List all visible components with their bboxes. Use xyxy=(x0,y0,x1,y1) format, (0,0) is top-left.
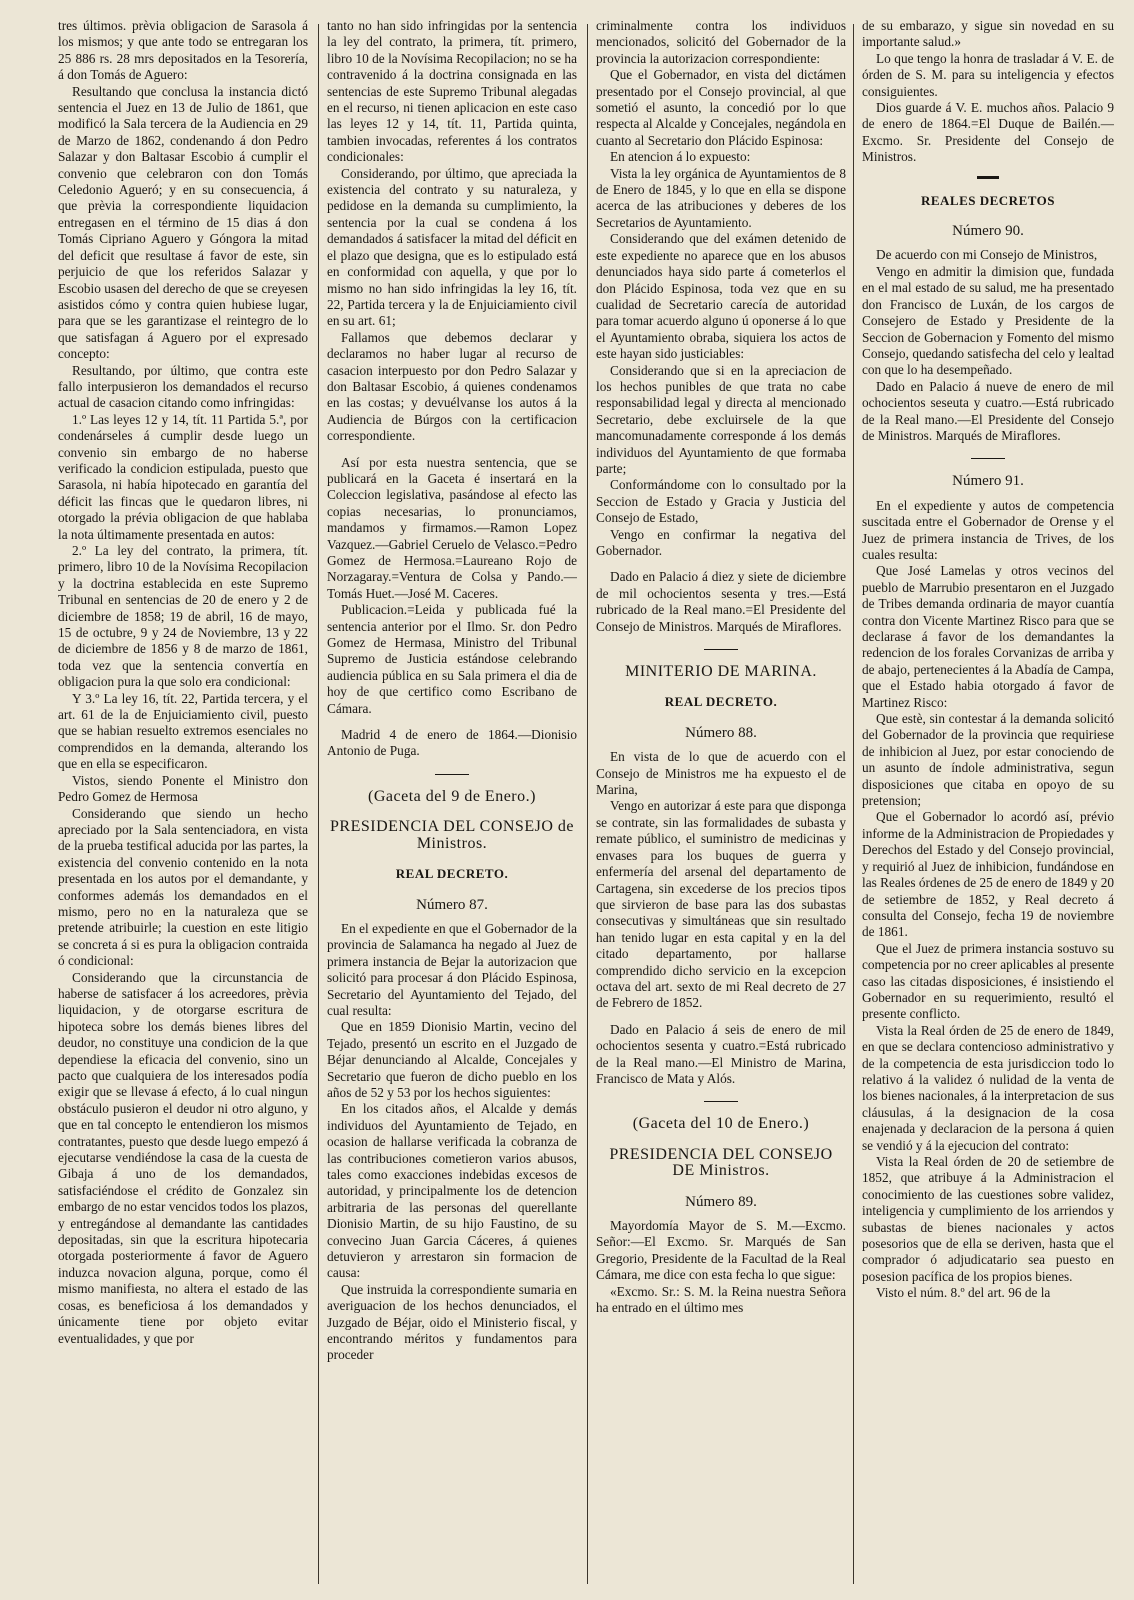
section-heading: Número 87. xyxy=(416,896,488,913)
column-rule xyxy=(587,24,588,1584)
paragraph: Vista la ley orgánica de Ayuntamientos de 8 de Enero de 1845, y lo que en ella se dispone acerca de las atribuciones y deberes de los Secretarios de Ayuntamiento. xyxy=(596,165,846,230)
paragraph: En atencion á lo expuesto: xyxy=(610,149,751,165)
paragraph: Mayordomía Mayor de S. M.—Excmo. Señor:—El Excmo. Sr. Marqués de San Gregorio, Presidente de la Facultad de la Real Cámara, me dice con esta fecha lo que sigue: xyxy=(596,1218,846,1283)
section-heading: REALES DECRETOS xyxy=(920,192,1056,208)
paragraph: tres últimos. prèvia obligacion de Sarasola á los mismos; y que ante todo se entregaran los 25 886 rs. 28 mrs depositados en la Tesorería, á don Tomás de Aguero: xyxy=(58,18,308,83)
spacer xyxy=(327,717,577,727)
paragraph: de su embarazo, y sigue sin novedad en su importante salud.» xyxy=(862,18,1114,50)
paragraph: Considerando, por último, que apreciada la existencia del contrato y su naturaleza, y pedidose en la demanda su cumplimiento, la sentencia por la cual se condena á los demandados á satisfacer la mitad del déficit en el plazo que designa, que es lo estipulado está en conformidad con aquella, y que por lo mismo no han sido infringidas la ley 16, tít. 22, Partida tercera y la de Enjuiciamiento civil en su art. 61; xyxy=(327,165,577,329)
paragraph: Así por esta nuestra sentencia, que se publicará en la Gaceta é insertará en la Coleccion legislativa, pasándose al efecto las copias necesarias, lo pronunciamos, mandamos y firmamos.—Ramon Lopez Vazquez.—Gabriel Ceruelo de Velasco.=Pedro Gomez de Hermosa.=Laureano Rojo de Norzagaray.=Ventura de Colsa y Pando.—Tomás Huet.—José M. Caceres. xyxy=(327,454,577,601)
section-heading: PRESIDENCIA DEL CONSEJO de Ministros. xyxy=(330,818,574,852)
paragraph: Lo que tengo la honra de trasladar á V. E. de órden de S. M. para su inteligencia y efectos consiguientes. xyxy=(862,50,1114,99)
section-heading: MINITERIO DE MARINA. xyxy=(625,663,817,681)
section-divider xyxy=(704,1101,738,1102)
paragraph: Que instruida la correspondiente sumaria en averiguacion de los hechos denunciados, el Juzgado de Béjar, oido el Ministerio fiscal, y encontrando méritos y fundamentos para proceder xyxy=(327,1281,577,1363)
paragraph: 2.º La ley del contrato, la primera, tít. primero, libro 10 de la Novísima Recopilacion y la doctrina establecida en este Supremo Tribunal en sentencias de 20 de enero y 2 de diciembre de 1858; 19 de abril, 16 de mayo, 15 de octubre, 9 y 24 de Noviembre, 13 y 22 de diciembre de 1856 y 8 de marzo de 1861, toda vez que la sentencia convertía en obligacion pura la que solo era condicional: xyxy=(58,543,308,690)
column-rule xyxy=(318,24,319,1584)
paragraph: Fallamos que debemos declarar y declaramos no haber lugar al recurso de casacion interpuesto por don Pedro Salazar y don Baltasar Escobio, á quienes condenamos en las costas; y devuélvanse los autos á la Audiencia de Búrgos con la certificacion correspondiente. xyxy=(327,329,577,444)
section-heading: Número 90. xyxy=(952,223,1024,240)
text-column-3 xyxy=(596,18,846,1593)
section-heading: (Gaceta del 10 de Enero.) xyxy=(632,1115,810,1133)
paragraph: Que el Gobernador lo acordó así, prévio informe de la Administracion de Propiedades y Derechos del Estado y del Consejo provincial, y requirió al Juez de inhibicion, fundándose en las Reales órdenes de 25 de enero de 1849 y 20 de setiembre de 1852, y Real decreto á consulta del Consejo, fecha 19 de noviembre de 1861. xyxy=(862,809,1114,940)
paragraph: Conformándome con lo consultado por la Seccion de Estado y Gracia y Justicia del Consejo de Estado, xyxy=(596,477,846,526)
section-heading: REAL DECRETO. xyxy=(664,694,778,710)
paragraph: Vistos, siendo Ponente el Ministro don Pedro Gomez de Hermosa xyxy=(58,772,308,805)
paragraph: Dado en Palacio á seis de enero de mil ochocientos sesenta y cuatro.=Está rubricado de la Real mano.—El Ministro de Marina, Francisco de Mata y Alós. xyxy=(596,1021,846,1086)
text-column-1 xyxy=(58,18,308,1593)
paragraph: Que estè, sin contestar á la demanda solicitó del Gobernador de la provincia que requiriese de inhibicion al Juez, por estar conociendo de un asunto de índole administrativa, segun disposiciones que citaba en opoyo de su pretension; xyxy=(862,711,1114,809)
text-column-4 xyxy=(862,18,1114,1593)
paragraph: Vengo en confirmar la negativa del Gobernador. xyxy=(596,526,846,558)
paragraph: «Excmo. Sr.: S. M. la Reina nuestra Señora ha entrado en el último mes xyxy=(596,1283,846,1316)
paragraph: Considerando que siendo un hecho apreciado por la Sala sentenciadora, en vista de la prueba testifical aducida por las partes, la existencia del convenio contenido en la nota presentada en los autos por el demandante, y conformes además los demandados en el mismo, pero no en la naturaleza que se pretende atribuirle; la cuestion en este litigio se concreta á si es pura la obligacion contraida ó condicional: xyxy=(58,805,308,969)
paragraph: Que el Juez de primera instancia sostuvo su competencia por no creer aplicables al presente caso las citadas disposiciones, é insistiendo el Gobernador en su requerimiento, resultó el presente conflicto. xyxy=(862,940,1114,1022)
section-heading: PRESIDENCIA DEL CONSEJO DE Ministros. xyxy=(609,1145,833,1180)
column-rule xyxy=(853,24,854,1584)
paragraph: En los citados años, el Alcalde y demás individuos del Ayuntamiento de Tejado, en ocasion de hallarse verificada la cobranza de las contribuciones cometieron varios abusos, tales como exacciones indebidas excesos de autoridad, y principalmente los de detencion arbitraria de las personas del querellante Dionisio Martin, de su hijo Faustino, de su convecino Juan Garcia Cáceres, á quienes detuvieron y arrestaron sin formacion de causa: xyxy=(327,1101,577,1281)
text-column-2 xyxy=(327,18,577,1593)
paragraph: Publicacion.=Leida y publicada fué la sentencia anterior por el Ilmo. Sr. don Pedro Gomez de Hermasa, Ministro del Tribunal Supremo de Justicia estándose celebrando audiencia pública en su Sala primera el dia de hoy de que certifico como Escribano de Cámara. xyxy=(327,602,577,716)
paragraph: Que en 1859 Dionisio Martin, vecino del Tejado, presentó un escrito en el Juzgado de Béjar denunciando al Alcalde, Concejales y Secretario que fueron de dicho pueblo en los años de 52 y 53 por los hechos siguientes: xyxy=(327,1019,577,1100)
paragraph: Vengo en admitir la dimision que, fundada en el mal estado de su salud, me ha presentado don Francisco de Luxán, de los cargos de Consejero de Estado y Presidente de la Seccion de Gobernacion y Fomento del mismo Consejo, quedando satisfecha del celo y lealtad con que lo ha desempeñado. xyxy=(862,263,1114,378)
paragraph: En el expediente en que el Gobernador de la provincia de Salamanca ha negado al Juez de primera instancia de Bejar la autorizacion que solicitó para procesar á don Plácido Espinosa, Secretario del Ayuntamiento del Tejado, del cual resulta: xyxy=(327,920,577,1018)
paragraph: Vista la Real órden de 20 de setiembre de 1852, que atribuye á la Administracion el conocimiento de las cuestiones sobre validez, inteligencia y cumplimiento de los arriendos y subastas de bienes nacionales y actos posesorios que de ella se deriven, hasta que el comprador ó adjudicatario sea puesto en posesion pacífica de los propios bienes. xyxy=(862,1154,1114,1284)
section-heading: Número 88. xyxy=(685,724,757,741)
paragraph: criminalmente contra los individuos mencionados, solicitó del Gobernador de la provincia la autorizacion correspondiente: xyxy=(596,18,846,66)
section-heading: (Gaceta del 9 de Enero.) xyxy=(368,787,536,805)
paragraph: En vista de lo que de acuerdo con el Consejo de Ministros me ha expuesto el de Marina, xyxy=(596,749,846,798)
paragraph: Dios guarde á V. E. muchos años. Palacio 9 de enero de 1864.=El Duque de Bailén.—Excmo. Sr. Presidente del Consejo de Ministros. xyxy=(862,100,1114,165)
paragraph: Resultando que conclusa la instancia dictó sentencia el Juez en 13 de Julio de 1861, que modificó la Sala tercera de la Audiencia en 29 de Marzo de 1862, condenando á don Pedro Salazar y don Baltasar Escobio á cumplir el convenio que celebraron con don Tomás Celedonio Agueró; y en su consecuencia, á que prèvia la correspondiente liquidacion entregasen en el término de 15 dias á don Tomás Cipriano Aguero y Góngora la mitad del deficit que resultase á favor de este, sin perjuicio de que los referidos Salazar y Escobio usasen del derecho de que se creyesen asistidos cómo y contra quien hubiese lugar, para que se les garantizase el reintegro de lo que satisfagan á Aguero por el expresado concepto: xyxy=(58,83,308,362)
spacer xyxy=(596,1012,846,1022)
paragraph: Resultando, por último, que contra este fallo interpusieron los demandados el recurso actual de casacion citando como infringidas: xyxy=(58,362,308,411)
paragraph: tanto no han sido infringidas por la sentencia la ley del contrato, la primera, tít. primero, libro 10 de la Novísima Recopilacion; no se ha contravenido á la doctrina consignada en las sentencias de este Supremo Tribunal alegadas en el recurso, ni tienen aplicacion en este caso las leyes 12 y 14, tít. 11, Partida quinta, tambien invocadas, referentes á los contratos condicionales: xyxy=(327,18,577,165)
paragraph: Considerando que si en la apreciacion de los hechos punibles de que trata no cabe responsabilidad legal y directa al mencionado Secretario, debe excluirsele de la que mancomunadamente corresponde á los demás individuos del Ayuntamiento de que formaba parte; xyxy=(596,362,846,476)
paragraph: Dado en Palacio á nueve de enero de mil ochocientos seseuta y cuatro.—Está rubricado de la Real mano.—El Presidente del Consejo de Ministros. Marqués de Miraflores. xyxy=(862,378,1114,443)
spacer xyxy=(596,559,846,569)
paragraph: Que José Lamelas y otros vecinos del pueblo de Marrubio presentaron en el Juzgado de Tribes demanda ordinaria de mayor cuantía contra don Vicente Martinez Risco para que se declarase á favor de los demandantes la redencion de los forales Corvanizas de arriba y de abajo, pertenecientes á la Abadía de Campa, que el Estado habia otorgado á favor de Martinez Risco: xyxy=(862,563,1114,710)
paragraph: Vista la Real órden de 25 de enero de 1849, en que se declara contencioso administrativo y de la competencia de esta jurisdiccion todo lo relativo á la validez ó nulidad de la venta de los bienes nacionales, á la interpretacion de sus cláusulas, á la designacion de la cosa enajenada y declaracion de la persona á quien se vendió y á la ejecucion del contrato: xyxy=(862,1022,1114,1153)
section-divider xyxy=(971,458,1005,459)
paragraph: De acuerdo con mi Consejo de Ministros, xyxy=(876,247,1098,263)
section-heading: REAL DECRETO. xyxy=(395,866,509,882)
paragraph: Considerando que la circunstancia de haberse de satisfacer á los acreedores, prèvia liquidacion, y de otorgarse escritura de hipoteca sobre los demás bienes libres del deudor, no constituye una condicion de la que dependiese la eficacia del convenio, sino un pacto que cualquiera de los interesados podía exigir que se llevase á efecto, á lo cual ningun obstáculo pusieron el deudor ni otro alguno, y que en tal concepto le entendieron los mismos contratantes, puesto que desde luego empezó á ejecutarse vendiéndose la casa de la cuesta de Gibaja á uno de los demandados, satisfaciéndose el crédito de Gonzalez sin embargo de no estar vencidos todos los plazos, y entregándose al demandante las cantidades depositadas, sin que la escritura hipotecaria otorgada posteriormente á favor de Aguero induzca novacion alguna, porque, como él mismo manifiesta, no altera el estado de las cosas, es beneficiosa á los demandados y únicamente tiene por objeto evitar eventualidades, y que por xyxy=(58,969,308,1346)
paragraph: Vengo en autorizar á este para que disponga se contrate, sin las formalidades de subasta y remate público, el suministro de medicinas y envases para los buques de guerra y enfermería del arsenal del departamento de Cartagena, sin excederse de los precios tipos que sirvieron de base para las dos subastas consecutivas y simultáneas que sin resultado han tenido lugar en esta capital y en la del citado departamento, por hallarse comprendido dicho servicio en la excepcion octava del art. sexto de mi Real decreto de 27 de Febrero de 1852. xyxy=(596,798,846,1011)
spacer xyxy=(327,445,577,455)
section-divider xyxy=(704,649,738,650)
paragraph: Que el Gobernador, en vista del dictámen presentado por el Consejo provincial, al que sometió el asunto, la concedió por lo que respecta al Alcalde y Concejales, negándola en cuanto al Secretario don Plácido Espinosa: xyxy=(596,67,846,148)
paragraph: Dado en Palacio á diez y siete de diciembre de mil ochocientos sesenta y tres.—Está rubricado de la Real mano.=El Presidente del Consejo de Ministros. Marqués de Miraflores. xyxy=(596,569,846,634)
section-heading: Número 89. xyxy=(685,1193,757,1210)
section-divider xyxy=(435,774,469,775)
paragraph: En el expediente y autos de competencia suscitada entre el Gobernador de Orense y el Juez de primera instancia de Trives, de los cuales resulta: xyxy=(862,497,1114,562)
paragraph: Considerando que del exámen detenido de este expediente no aparece que en los abusos denunciados haya sido parte á cometerlos el don Plácido Espinosa, toda vez que en su cualidad de Secretario carecía de autoridad para tomar acuerdo alguno ú oponerse á lo que el Ayuntamiento obraba, siquiera los actos de este hayan sido justiciables: xyxy=(596,231,846,362)
section-heading: Número 91. xyxy=(952,473,1024,490)
section-divider xyxy=(977,176,999,179)
paragraph: Y 3.º La ley 16, tít. 22, Partida tercera, y el art. 61 de la de Enjuiciamiento civil, puesto que se habian resuelto extremos esenciales no comprendidos en la demanda, alterando los que en ella se especificaron. xyxy=(58,690,308,772)
paragraph: Visto el núm. 8.º del art. 96 de la xyxy=(876,1285,1051,1301)
paragraph: Madrid 4 de enero de 1864.—Dionisio Antonio de Puga. xyxy=(327,727,577,759)
paragraph: 1.º Las leyes 12 y 14, tít. 11 Partida 5.ª, por condenárseles á cumplir desde luego un convenio sin embargo de no haberse verificado la condicion estipulada, puesto que Sarasola, ni había hipotecado en garantía del déficit las fincas que le quedaron libres, ni otorgado la prévia obligacion de que hablaba la nota últimamente presentada en autos: xyxy=(58,411,308,542)
